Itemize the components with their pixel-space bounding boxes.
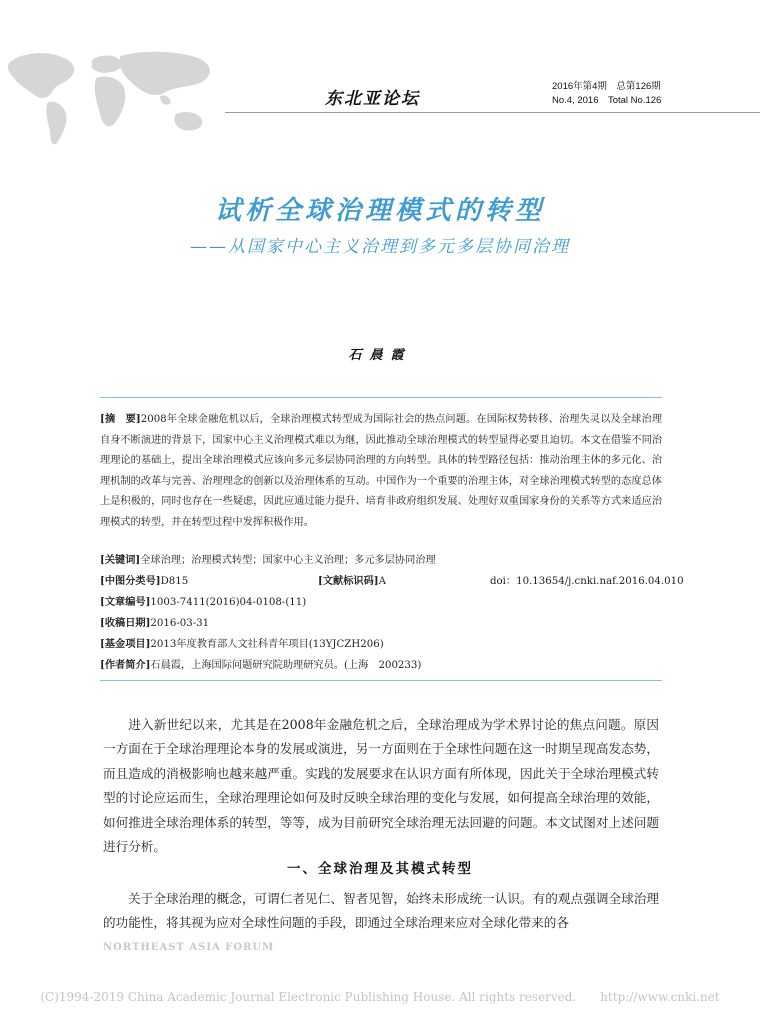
issue-info (552, 80, 661, 108)
clc-label: [中图分类号] (100, 575, 161, 587)
received-date-line (100, 614, 209, 629)
received-date-label: [收稿日期] (100, 617, 151, 629)
footer-journal-name: NORTHEAST ASIA FORUM (103, 942, 275, 953)
doc-code-value: A (378, 576, 386, 587)
abstract-label: [摘 要] (100, 413, 141, 425)
clc-value: D815 (160, 576, 189, 587)
article-number-value: 1003-7411(2016)04-0108-(11) (150, 597, 307, 608)
article-number-line (100, 593, 306, 608)
issue-number-cn: 2016年第4期 总第126期 (552, 81, 661, 92)
fund-line (100, 635, 384, 650)
keywords-label: [关键词] (100, 554, 141, 566)
author-info-label: [作者简介] (100, 659, 151, 671)
body-paragraph-2-text: 关于全球治理的概念，可谓仁者见仁、智者见智，始终未形成统一认识。有的观点强调全球治理的功能性，将其视为应对全球性问题的手段，即通过全球治理来应对全球化带来的各 (103, 891, 659, 931)
body-paragraph-1-text: 进入新世纪以来，尤其是在2008年金融危机之后，全球治理成为学术界讨论的焦点问题。原因一方面在于全球治理理论本身的发展或演进，另一方面则在于全球性问题在这一时期呈现高发态势，而且造成的消极影响也越来越严重。实践的发展要求在认识方面有所体现，因此关于全球治理模式转型的讨论应运而生，全球治理理论如何及时反映全球治理的变化与发展，如何提高全球治理的效能，如何推进全球治理体系的转型，等等，成为目前研究全球治理无法回避的问题。本文试图对上述问题进行分析。 (103, 717, 659, 855)
article-title: 试析全球治理模式的转型 (214, 196, 545, 226)
keywords-value: 全球治理；治理模式转型；国家中心主义治理；多元多层协同治理 (140, 555, 436, 566)
author-info-line (100, 656, 421, 671)
world-map-decoration (0, 48, 230, 148)
doc-code-line (318, 572, 386, 587)
body-paragraph (103, 887, 659, 936)
fund-label: [基金项目] (100, 638, 151, 650)
journal-name: 东北亚论坛 (325, 89, 420, 109)
received-date-value: 2016-03-31 (150, 618, 210, 629)
header-divider (225, 112, 760, 113)
clc-line (100, 572, 188, 587)
doc-code-label: [文献标识码] (318, 575, 379, 587)
doi: doi：10.13654/j.cnki.naf.2016.04.010 (490, 576, 684, 587)
article-number-label: [文章编号] (100, 596, 151, 608)
abstract-bottom-rule (100, 680, 662, 681)
copyright-notice: (C)1994-2019 China Academic Journal Electronic Publishing House. All rights reserved. http://www.cnki.net (40, 990, 720, 1004)
keywords-line (100, 551, 436, 566)
abstract-text: 2008年全球金融危机以后，全球治理模式转型成为国际社会的热点问题。在国际权势转移、治理失灵以及全球治理自身不断演进的背景下，国家中心主义治理模式难以为继，因此推动全球治理模式的转型显得必要且迫切。本文在借鉴不同治理理论的基础上，提出全球治理模式应该向多元多层协同治理的方向转型。具体的转型路径包括：推动治理主体的多元化、治理机制的改革与完善、治理理念的创新以及治理体系的互动。中国作为一个重要的治理主体，对全球治理模式转型的态度总体上是积极的，同时也存在一些疑虑，因此应通过能力提升、培育非政府组织发展、处理好双重国家身份的关系等方式来适应治理模式的转型，并在转型过程中发挥积极作用。 (100, 414, 663, 528)
author-info-value: 石晨霞，上海国际问题研究院助理研究员。(上海 200233) (150, 660, 422, 671)
abstract-top-rule (100, 397, 662, 398)
section-heading: 一、全球治理及其模式转型 (287, 861, 473, 877)
author-name: 石晨霞 (348, 348, 412, 363)
fund-value: 2013年度教育部人文社科青年项目(13YJCZH206) (150, 639, 384, 650)
body-paragraph (103, 713, 659, 859)
abstract (100, 409, 662, 533)
issue-number-en: No.4, 2016 Total No.126 (552, 95, 662, 106)
article-subtitle: ——从国家中心主义治理到多元多层协同治理 (190, 237, 570, 257)
